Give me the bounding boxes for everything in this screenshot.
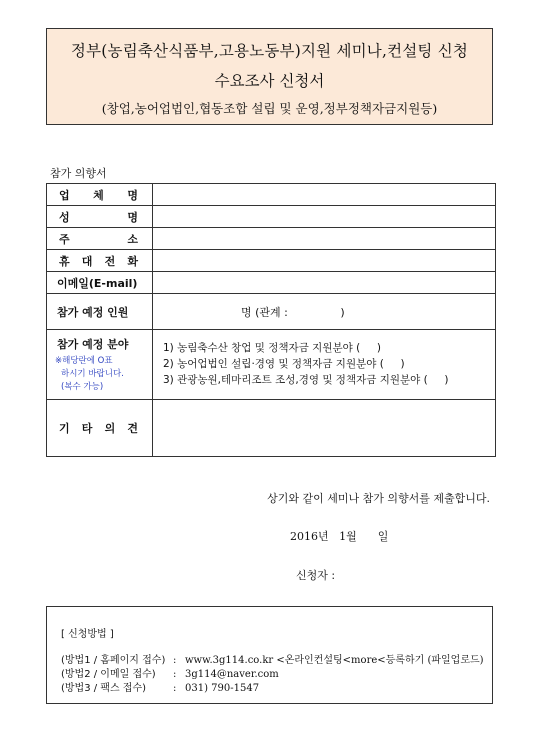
date-line: 2016년 1월 일: [290, 530, 389, 543]
form-title: 정부(농림축산식품부,고용노동부)지원 세미나,컨설팅 신청: [70, 42, 469, 60]
attendees-label: 참가 예정 인원: [47, 294, 153, 330]
fields-note: ※해당란에 O표 하시기 바랍니다. (복수 가능): [55, 356, 124, 392]
email-label: 이메일(E-mail): [47, 272, 153, 294]
field-option-2[interactable]: 2) 농어업법인 설립·경영 및 정책자금 지원분야 ( ): [163, 358, 405, 370]
method-email[interactable]: 3g114@naver.com: [185, 669, 279, 680]
form-scope: (창업,농어업법인,협동조합 설립 및 운영,정부정책자금지원등): [101, 101, 438, 116]
fields-options-cell: [153, 330, 496, 400]
attendees-field[interactable]: 명 (관계 : ): [153, 294, 496, 330]
mobile-field[interactable]: [153, 250, 496, 272]
company-label: 업 체 명: [47, 184, 153, 206]
row-fields: [47, 330, 496, 400]
form-title-box: [46, 28, 493, 125]
company-field[interactable]: [153, 184, 496, 206]
fields-label-cell: [47, 330, 153, 400]
name-label: 성 명: [47, 206, 153, 228]
application-form: [46, 183, 496, 457]
field-option-3[interactable]: 3) 관광농원,테마리조트 조성,경영 및 정책자금 지원분야 ( ): [163, 374, 449, 386]
method-row: (방법2 / 이메일 접수) : 3g114@naver.com: [61, 669, 279, 680]
method-website[interactable]: www.3g114.co.kr <온라인컨설팅<more<등록하기 (파일업로드): [185, 655, 484, 666]
row-name: [47, 206, 496, 228]
fields-label: 참가 예정 분야: [57, 338, 129, 351]
row-other: [47, 400, 496, 457]
method-fax: 031) 790-1547: [185, 683, 260, 694]
email-field[interactable]: [153, 272, 496, 294]
row-email: [47, 272, 496, 294]
applicant-line: 신청자 :: [296, 569, 336, 582]
address-label: 주 소: [47, 228, 153, 250]
name-field[interactable]: [153, 206, 496, 228]
row-address: [47, 228, 496, 250]
section-label: 참가 의향서: [50, 167, 107, 180]
method-row: (방법3 / 팩스 접수) : 031) 790-1547: [61, 683, 260, 694]
form-subtitle: 수요조사 신청서: [214, 72, 325, 90]
row-attendees: [47, 294, 496, 330]
other-field[interactable]: [153, 400, 496, 457]
method-heading: [ 신청방법 ]: [61, 629, 114, 640]
address-field[interactable]: [153, 228, 496, 250]
row-company: [47, 184, 496, 206]
field-option-1[interactable]: 1) 농림축수산 창업 및 정책자금 지원분야 ( ): [163, 342, 381, 354]
row-mobile: [47, 250, 496, 272]
application-method-box: [46, 606, 493, 704]
mobile-label: 휴 대 전 화: [47, 250, 153, 272]
method-row: (방법1 / 홈페이지 접수) : www.3g114.co.kr <온라인컨설팅<more<등록하기 (파일업로드): [61, 655, 484, 666]
closing-statement: 상기와 같이 세미나 참가 의향서를 제출합니다.: [267, 492, 490, 505]
other-label: 기 타 의 견: [47, 400, 153, 457]
